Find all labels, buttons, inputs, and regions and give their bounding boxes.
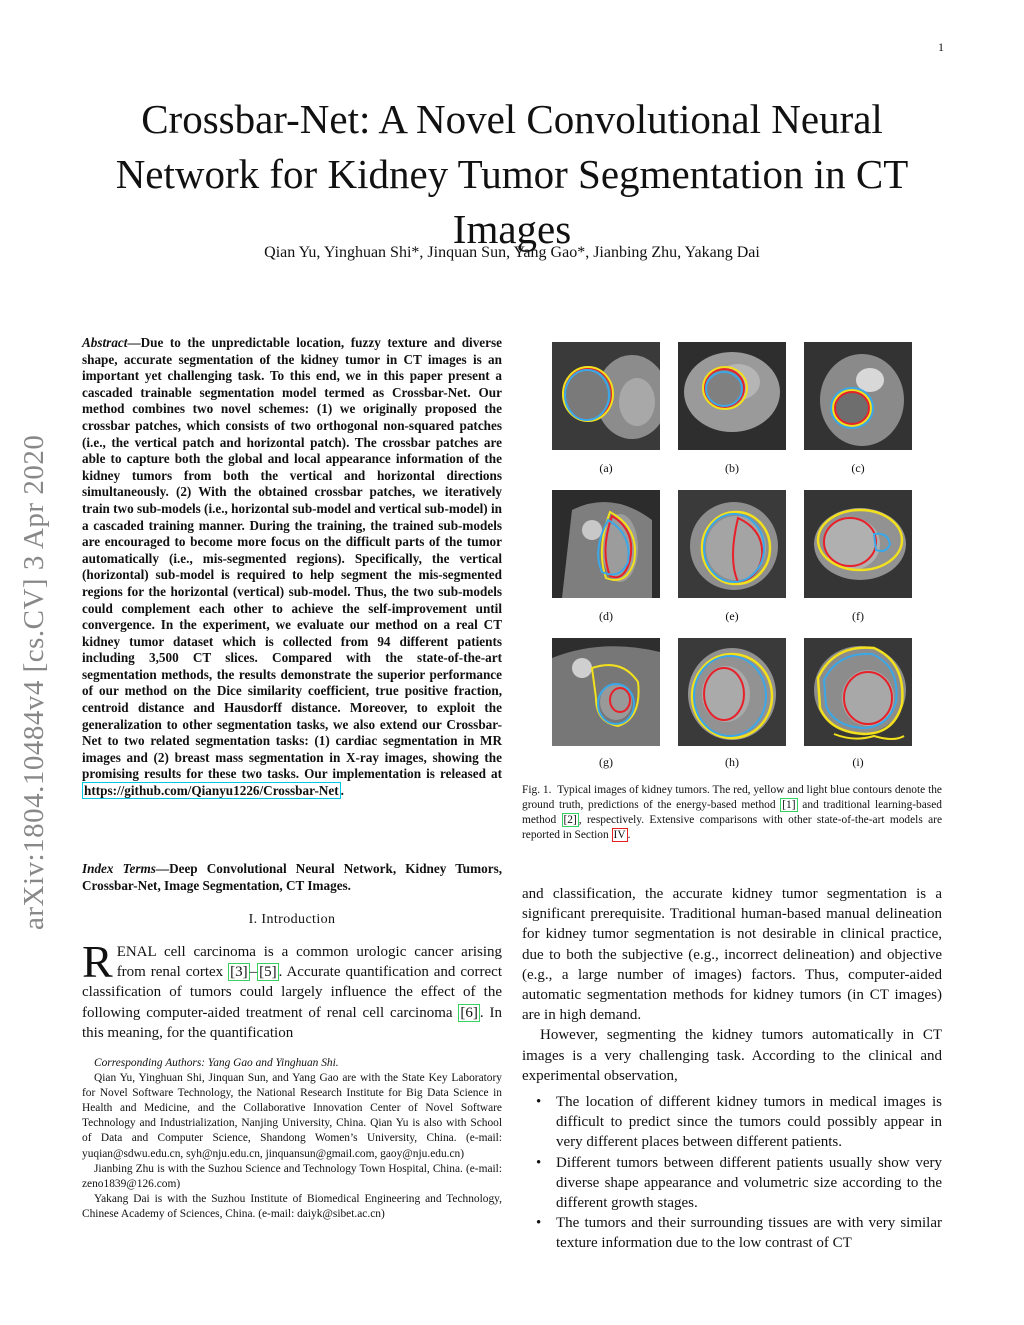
panel-label: (b) bbox=[725, 461, 739, 475]
list-item: • Different tumors between different patients usually show very diverse shape appearance and volumetric size according to the different growth stages. bbox=[556, 1153, 942, 1214]
index-terms bbox=[82, 861, 502, 894]
panel-label: (h) bbox=[725, 755, 739, 769]
ct-panel-g bbox=[552, 638, 660, 746]
panel-label: (a) bbox=[599, 461, 613, 475]
figure-1 bbox=[522, 340, 942, 769]
panel-label: (c) bbox=[851, 461, 865, 475]
citation-link[interactable]: [1] bbox=[782, 799, 796, 812]
ct-panel-f bbox=[804, 490, 912, 598]
author-list: Qian Yu, Yinghuan Shi*, Jinquan Sun, Yang Gao*, Jianbing Zhu, Yakang Dai bbox=[264, 244, 760, 261]
intro-part2: . Accurate quantification and correct classification of tumors could largely influence the effect of the following computer-aided treatment of renal cell carcinoma bbox=[82, 964, 502, 1021]
abstract-text: —Due to the unpredictable location, fuzzy texture and diverse shape, accurate segmentation of the kidney tumor in CT images is an important yet challenging task. To this end, we in this paper present a cascaded trainable segmentation model termed as Crossbar-Net. Our method combines two novel schemes: (1) we originally proposed the crossbar patches, which consists of two orthogonal non-squared patches (i.e., the vertical patch and horizontal patch). The crossbar patches are able to capture both the global and local appearance information of the kidney tumors from both the vertical and horizontal directions simultaneously. (2) With the obtained crossbar patches, we iteratively train two sub-models (i.e., horizontal sub-model and vertical sub-model) in a cascaded training manner. During the training, the trained sub-models are encouraged to become more focus on the difficult parts of the tumor automatically (i.e., mis-segmented regions). Specifically, the vertical (horizontal) sub-model is required to help segment the mis-segmented regions for the horizontal (vertical) sub-model. Thus, the two sub-models could complement each other to achieve the self-improvement until convergence. In the experiment, we evaluate our method on a real CT kidney tumor dataset which is collected from 94 different patients including 3,500 CT slices. Compared with the state-of-the-art segmentation methods, the results demonstrate the superior performance of our method on the Dice similarity coefficient, true positive fraction, centroid distance and Hausdorff distance. Moreover, to exploit the generalization to other segmentation tasks, we also extend our Crossbar-Net to two related segmentation tasks: (1) cardiac segmentation in MR images and (2) breast mass segmentation in X-ray images, showing the promising results for these two tasks. Our implementation is released at bbox=[82, 335, 502, 782]
right-body-text bbox=[522, 884, 942, 1254]
drop-cap: R bbox=[82, 936, 113, 987]
citation-link[interactable]: [2] bbox=[563, 814, 577, 827]
abstract-end: . bbox=[340, 783, 344, 799]
github-link[interactable]: https://github.com/Qianyu1226/Crossbar-Net bbox=[84, 783, 339, 799]
index-terms-label: Index Terms bbox=[82, 861, 156, 876]
section-link[interactable]: IV bbox=[613, 829, 626, 842]
ct-panel-a bbox=[552, 342, 660, 450]
intro-paragraph bbox=[82, 936, 502, 1043]
panel-label: (f) bbox=[852, 609, 864, 623]
intro-part3: . In this meaning, for the quantification bbox=[82, 1004, 502, 1041]
citation-link[interactable]: [3] bbox=[230, 964, 248, 981]
intro-part1: ENAL cell carcinoma is a common urologic cancer arising from renal cortex bbox=[116, 944, 502, 981]
ct-panel-b bbox=[678, 342, 786, 450]
caption-mid: and traditional learning-based method bbox=[522, 799, 942, 827]
challenge-list bbox=[522, 1092, 942, 1254]
affiliation-1: Qian Yu, Yinghuan Shi, Jinquan Sun, and Yang Gao are with the State Key Laboratory for Novel Software Technology, the National Research Institute for Big Data Science in Health and Medicine, and the Collaborative Innovation Center of Novel Software Technology and Industrialization, Nanjing University, China. Qian Yu is also with School of Data and Computer Science, Shandong Women’s University, China. (e-mail: yuqian@sdwu.edu.cn, syh@nju.edu.cn, jinquansun@gmail.com, gaoy@nju.edu.cn) bbox=[82, 1072, 502, 1160]
body-paragraph-2: However, segmenting the kidney tumors automatically in CT images is a very challenging task. According to the clinical and experimental observation, bbox=[522, 1027, 942, 1084]
caption-label: Fig. 1. bbox=[522, 784, 552, 796]
caption-end: . bbox=[627, 829, 631, 842]
footnote bbox=[82, 1056, 502, 1222]
citation-link[interactable]: [5] bbox=[259, 964, 277, 981]
paper-title: Crossbar-Net: A Novel Convolutional Neural Network for Kidney Tumor Segmentation in CT Images bbox=[115, 96, 909, 252]
caption-mid2: , respectively. Extensive comparisons with other state-of-the-art models are reported in Section bbox=[522, 814, 942, 842]
panel-label: (i) bbox=[852, 755, 864, 769]
citation-link[interactable]: [6] bbox=[460, 1004, 478, 1021]
ct-panel-e bbox=[678, 490, 786, 598]
ct-panel-i bbox=[804, 638, 912, 746]
body-paragraph-1: and classification, the accurate kidney tumor segmentation is a significant prerequisite. Traditional human-based manual delineation for kidney tumor segmentation is not desirable in clinical practice, due to both the subjective (e.g., incorrect delineation) and objective (e.g., a large number of images) factors. Thus, computer-aided automatic segmentation methods for kidney tumors (in CT images) are in high demand. bbox=[522, 886, 942, 1024]
ct-panel-d bbox=[552, 490, 660, 598]
figure-caption bbox=[522, 783, 942, 843]
abstract bbox=[82, 335, 502, 800]
ct-panel-c bbox=[804, 342, 912, 450]
section-heading-introduction: I. Introduction bbox=[248, 912, 336, 927]
arxiv-stamp: arXiv:1804.10484v4 [cs.CV] 3 Apr 2020 bbox=[18, 434, 50, 930]
list-item: • The tumors and their surrounding tissues are with very similar texture information due to the low contrast of CT bbox=[556, 1213, 942, 1253]
panel-label: (g) bbox=[599, 755, 613, 769]
list-item: • The location of different kidney tumors in medical images is difficult to predict since the tumors could possibly appear in very different places between different patients. bbox=[556, 1092, 942, 1153]
abstract-label: Abstract bbox=[82, 335, 128, 350]
panel-label: (d) bbox=[599, 609, 613, 623]
affiliation-2: Jianbing Zhu is with the Suzhou Science and Technology Town Hospital, China. (e-mail: zeno1839@126.com) bbox=[82, 1162, 502, 1190]
panel-label: (e) bbox=[725, 609, 739, 623]
ct-panel-h bbox=[678, 638, 786, 746]
index-terms-text: —Deep Convolutional Neural Network, Kidney Tumors, Crossbar-Net, Image Segmentation, CT Images. bbox=[82, 861, 502, 893]
corresponding-authors: Corresponding Authors: Yang Gao and Yinghuan Shi. bbox=[94, 1057, 339, 1069]
page-number: 1 bbox=[938, 40, 944, 54]
caption-text: Typical images of kidney tumors. The red, yellow and light blue contours denote the ground truth, predictions of the energy-based method bbox=[522, 784, 942, 812]
cite-dash: – bbox=[249, 964, 258, 981]
affiliation-3: Yakang Dai is with the Suzhou Institute of Biomedical Engineering and Technology, Chinese Academy of Sciences, China. (e-mail: daiyk@sibet.ac.cn) bbox=[82, 1192, 502, 1220]
